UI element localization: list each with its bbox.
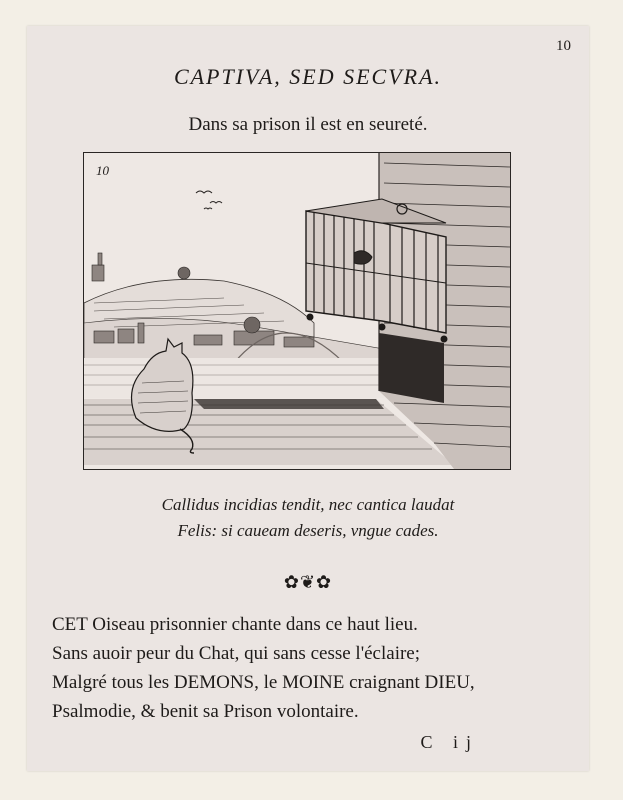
signature-mark: C ij [420, 732, 479, 752]
french-verse [52, 610, 579, 726]
latin-motto-title: CAPTIVA, SED SECVRA. [173, 64, 443, 89]
french-verse-line-2: Sans auoir peur du Chat, qui sans cesse l'éclaire; [52, 643, 421, 664]
engraving-plate [83, 152, 511, 470]
fleuron-ornament: ✿❦✿ [283, 572, 333, 592]
latin-verse [27, 492, 589, 544]
french-verse-line-3: Malgré tous les DEMONS, le MOINE craignant DIEU, [52, 672, 475, 693]
plate-number: 10 [96, 163, 109, 178]
latin-verse-line-2: Felis: si caueam deseris, vngue cades. [177, 521, 439, 540]
french-verse-line-4: Psalmodie, & benit sa Prison volontaire. [52, 701, 359, 722]
page-number: 10 [556, 38, 571, 54]
engraving-illustration [84, 153, 510, 469]
french-motto-subtitle: Dans sa prison il est en seureté. [188, 114, 428, 135]
french-verse-line-1: CET Oiseau prisonnier chante dans ce haut lieu. [52, 614, 418, 635]
engraved-page [27, 26, 589, 771]
latin-verse-line-1: Callidus incidias tendit, nec cantica laudat [161, 495, 455, 514]
